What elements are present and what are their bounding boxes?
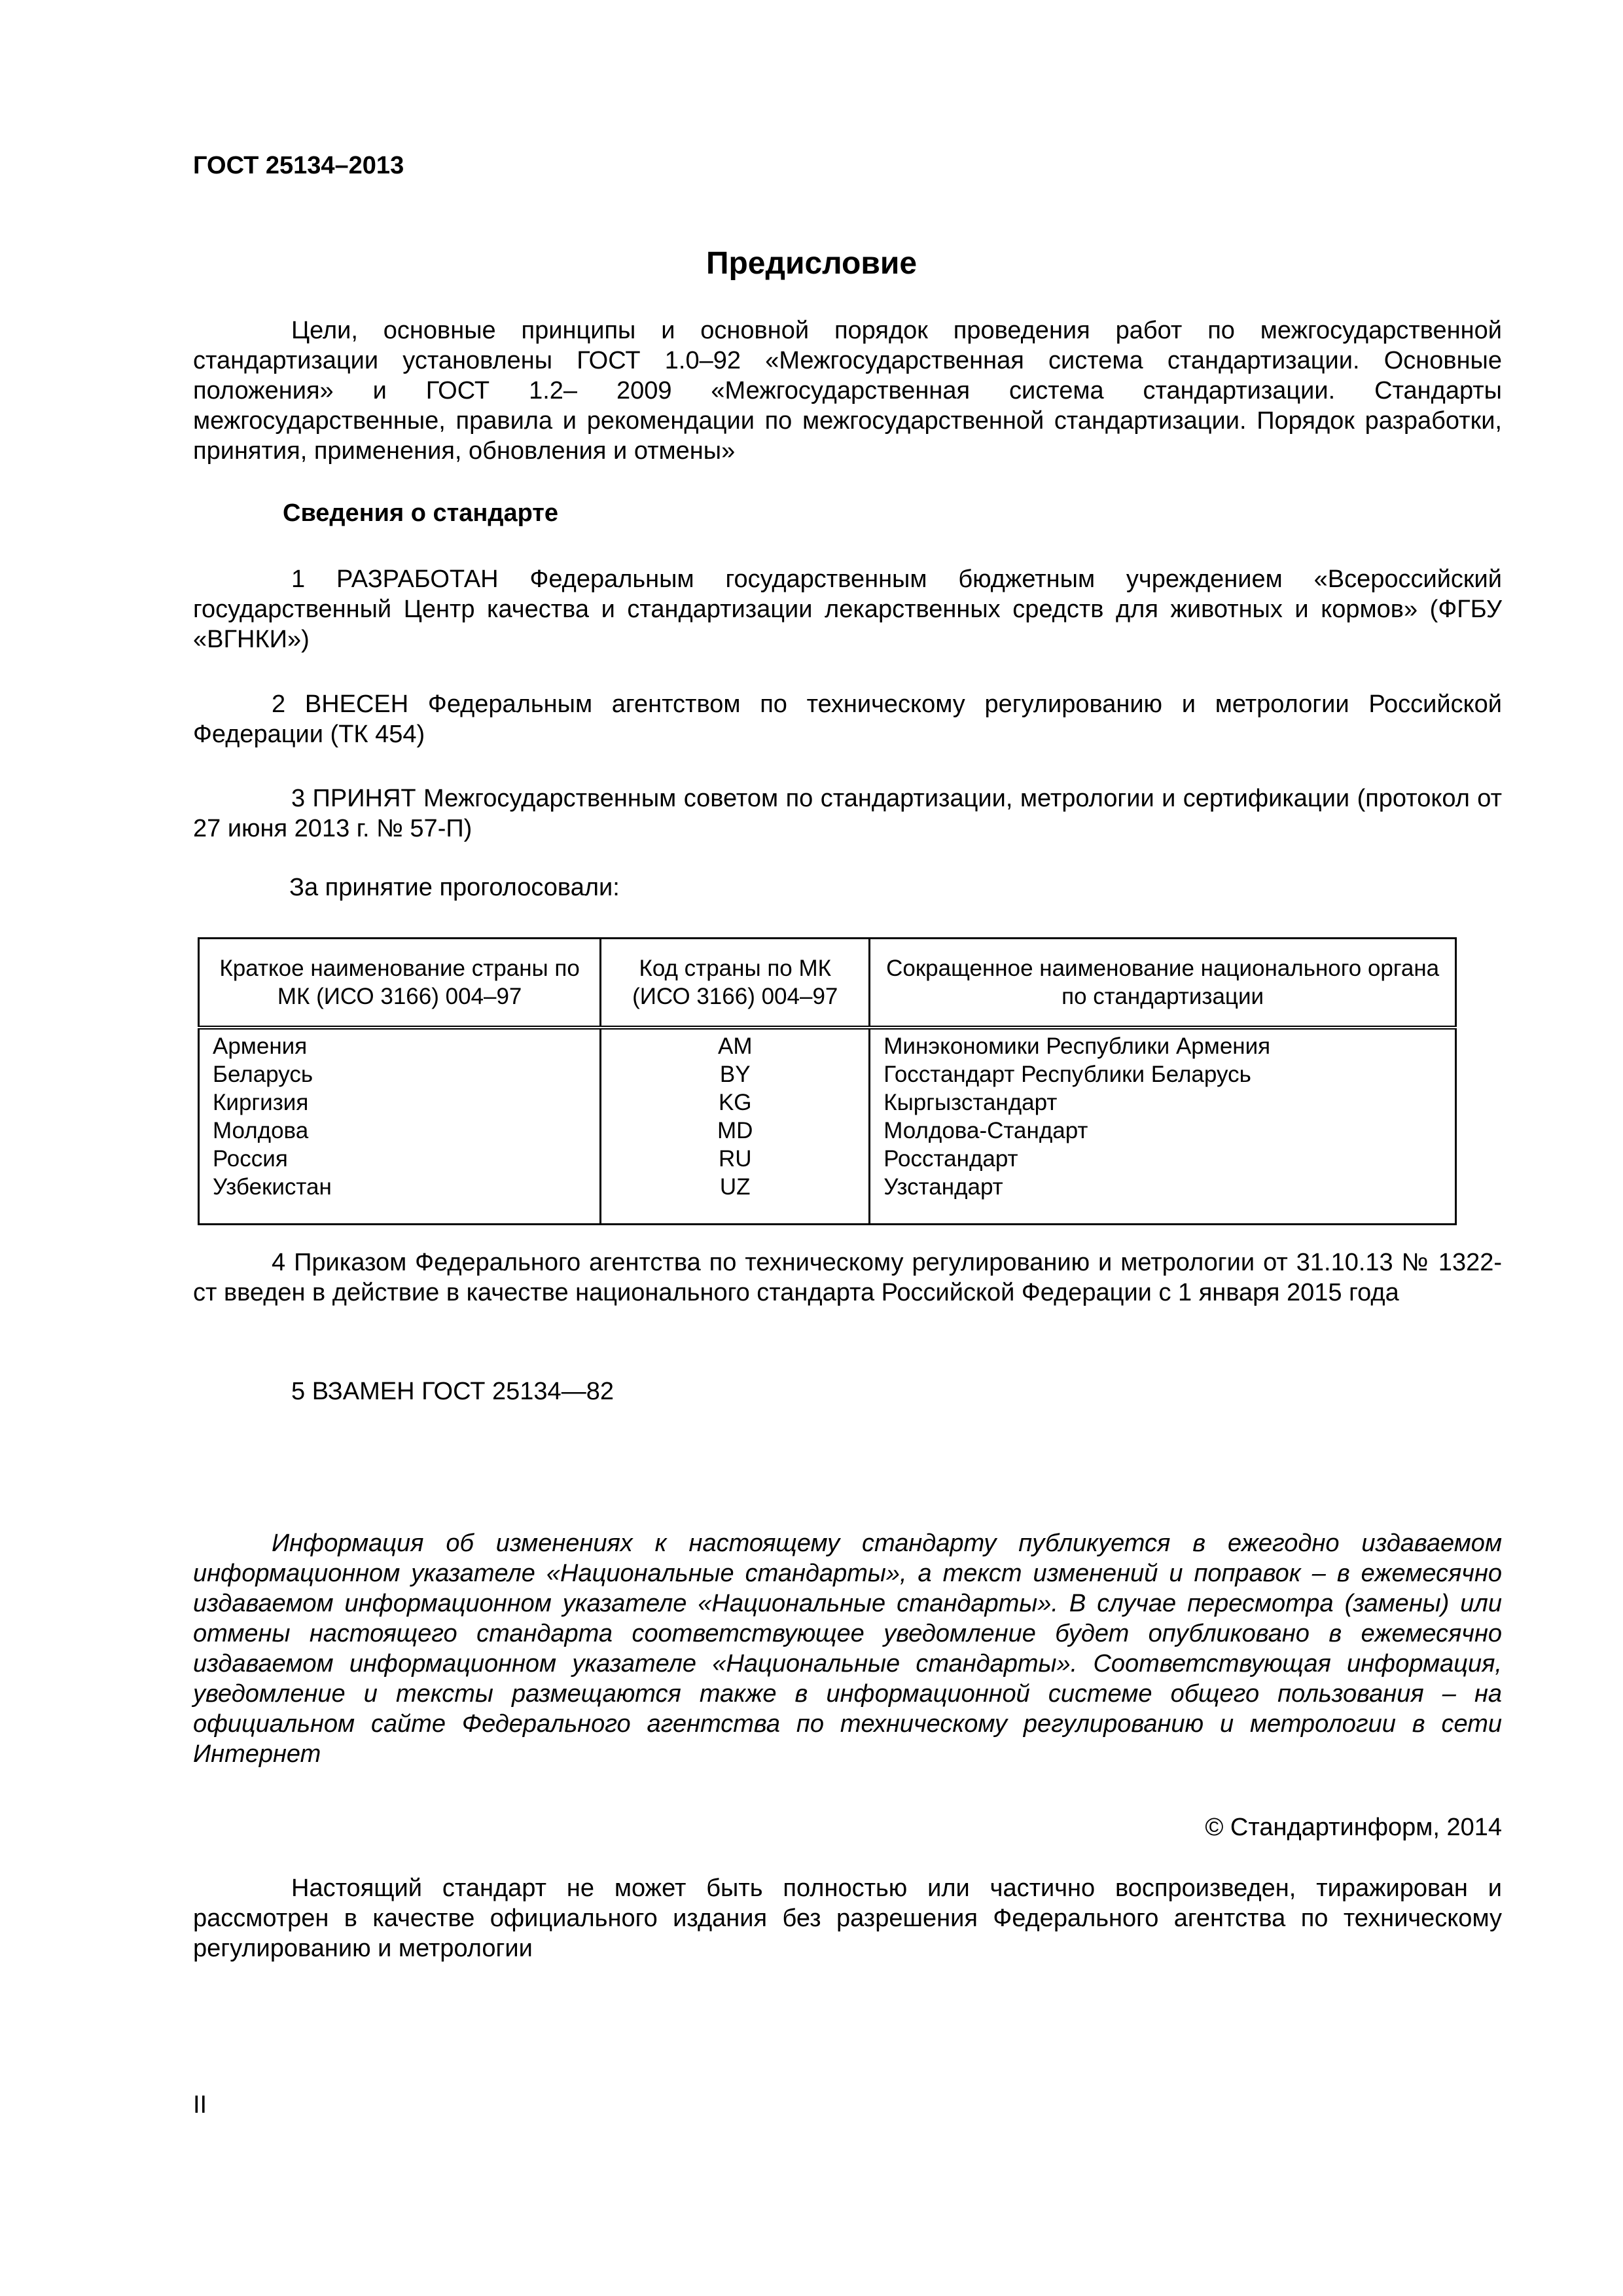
table-row [199, 1028, 1456, 1225]
item-enacted: 4 Приказом Федерального агентства по техническому регулированию и метрологии от 31.10.13 № 1322-ст введен в действие в качестве национального стандарта Российской Федерации с 1 января 2015 года [193, 1249, 1502, 1306]
item-adopted-block [193, 783, 1502, 844]
code-column [601, 1028, 870, 1225]
country-code: MD [717, 1118, 753, 1143]
intro-paragraph-block [193, 315, 1502, 466]
country-code: UZ [719, 1174, 751, 1200]
national-body: Госстандарт Республики Беларусь [883, 1062, 1251, 1087]
page-number: II [193, 2091, 207, 2119]
country-code: KG [718, 1090, 752, 1115]
changes-info-paragraph: Информация об изменениях к настоящему стандарту публикуется в ежегодно издаваемом информационном указателе «Национальные стандарты», а текст изменений и поправок – в ежемесячно издаваемом информационном указателе «Национальные стандарты». В случае пересмотра (замены) или отмены настоящего стандарта соответствующее уведомление будет опубликовано в ежемесячно издаваемом информационном указателе «Национальные стандарты». Соответствующая информация, уведомление и тексты размещаются также в информационной системе общего пользования – на официальном сайте Федерального агентства по техническому регулированию и метрологии в сети Интернет [193, 1530, 1502, 1768]
country-column [199, 1028, 601, 1225]
intro-paragraph: Цели, основные принципы и основной порядок проведения работ по межгосударственной стандартизации установлены ГОСТ 1.0–92 «Межгосударственная система стандартизации. Основные положения» и ГОСТ 1.2– 2009 «Межгосударственная система стандартизации. Стандарты межгосударственные, правила и рекомендации по межгосударственной стандартизации. Порядок разработки, принятия, применения, обновления и отмены» [193, 317, 1502, 465]
national-body-column [870, 1028, 1456, 1225]
national-body: Узстандарт [883, 1174, 1003, 1200]
copyright-notice: © Стандартинформ, 2014 [1205, 1814, 1502, 1841]
country-code: AM [717, 1033, 753, 1059]
page-title: Предисловие [705, 246, 918, 281]
country-code: BY [719, 1062, 751, 1087]
votes-label: За принятие проголосовали: [289, 874, 620, 901]
item-introduced-block [193, 689, 1502, 749]
voting-table-wrap [198, 937, 1457, 1225]
table-header-row [199, 939, 1456, 1028]
item-developed-block [193, 564, 1502, 655]
national-body: Молдова-Стандарт [883, 1118, 1088, 1143]
about-standard-heading: Сведения о стандарте [283, 499, 559, 527]
country-name: Беларусь [213, 1062, 313, 1087]
header-code: Код страны по МК (ИСО 3166) 004–97 [601, 939, 870, 1028]
voting-table [198, 937, 1457, 1225]
reproduction-block [193, 1873, 1502, 1964]
item-developed: 1 РАЗРАБОТАН Федеральным государственным бюджетным учреждением «Всероссийский государственный Центр качества и стандартизации лекарственных средств для животных и кормов» (ФГБУ «ВГНКИ») [193, 565, 1502, 653]
national-body: Росстандарт [883, 1146, 1018, 1172]
item4-block [193, 1247, 1502, 1308]
item5-block [193, 1376, 1502, 1407]
item-adopted: 3 ПРИНЯТ Межгосударственным советом по стандартизации, метрологии и сертификации (протокол от 27 июня 2013 г. № 57-П) [193, 785, 1502, 842]
country-name: Киргизия [213, 1090, 309, 1115]
country-name: Россия [213, 1146, 288, 1172]
header-national-body: Сокращенное наименование национального органа по стандартизации [870, 939, 1456, 1028]
country-name: Армения [213, 1033, 308, 1059]
country-code: RU [718, 1146, 752, 1172]
country-name: Молдова [213, 1118, 309, 1143]
national-body: Кыргызстандарт [883, 1090, 1058, 1115]
changes-info-block [193, 1528, 1502, 1769]
item-introduced: 2 ВНЕСЕН Федеральным агентством по техническому регулированию и метрологии Российской Федерации (ТК 454) [193, 691, 1502, 748]
reproduction-notice: Настоящий стандарт не может быть полностью или частично воспроизведен, тиражирован и рассмотрен в качестве официального издания без разрешения Федерального агентства по техническому регулированию и метрологии [193, 1874, 1502, 1962]
standard-code: ГОСТ 25134–2013 [193, 152, 404, 179]
item-replaces: 5 ВЗАМЕН ГОСТ 25134—82 [291, 1378, 614, 1405]
header-country: Краткое наименование страны по МК (ИСО 3166) 004–97 [199, 939, 601, 1028]
country-name: Узбекистан [213, 1174, 332, 1200]
national-body: Минэкономики Республики Армения [883, 1033, 1271, 1059]
